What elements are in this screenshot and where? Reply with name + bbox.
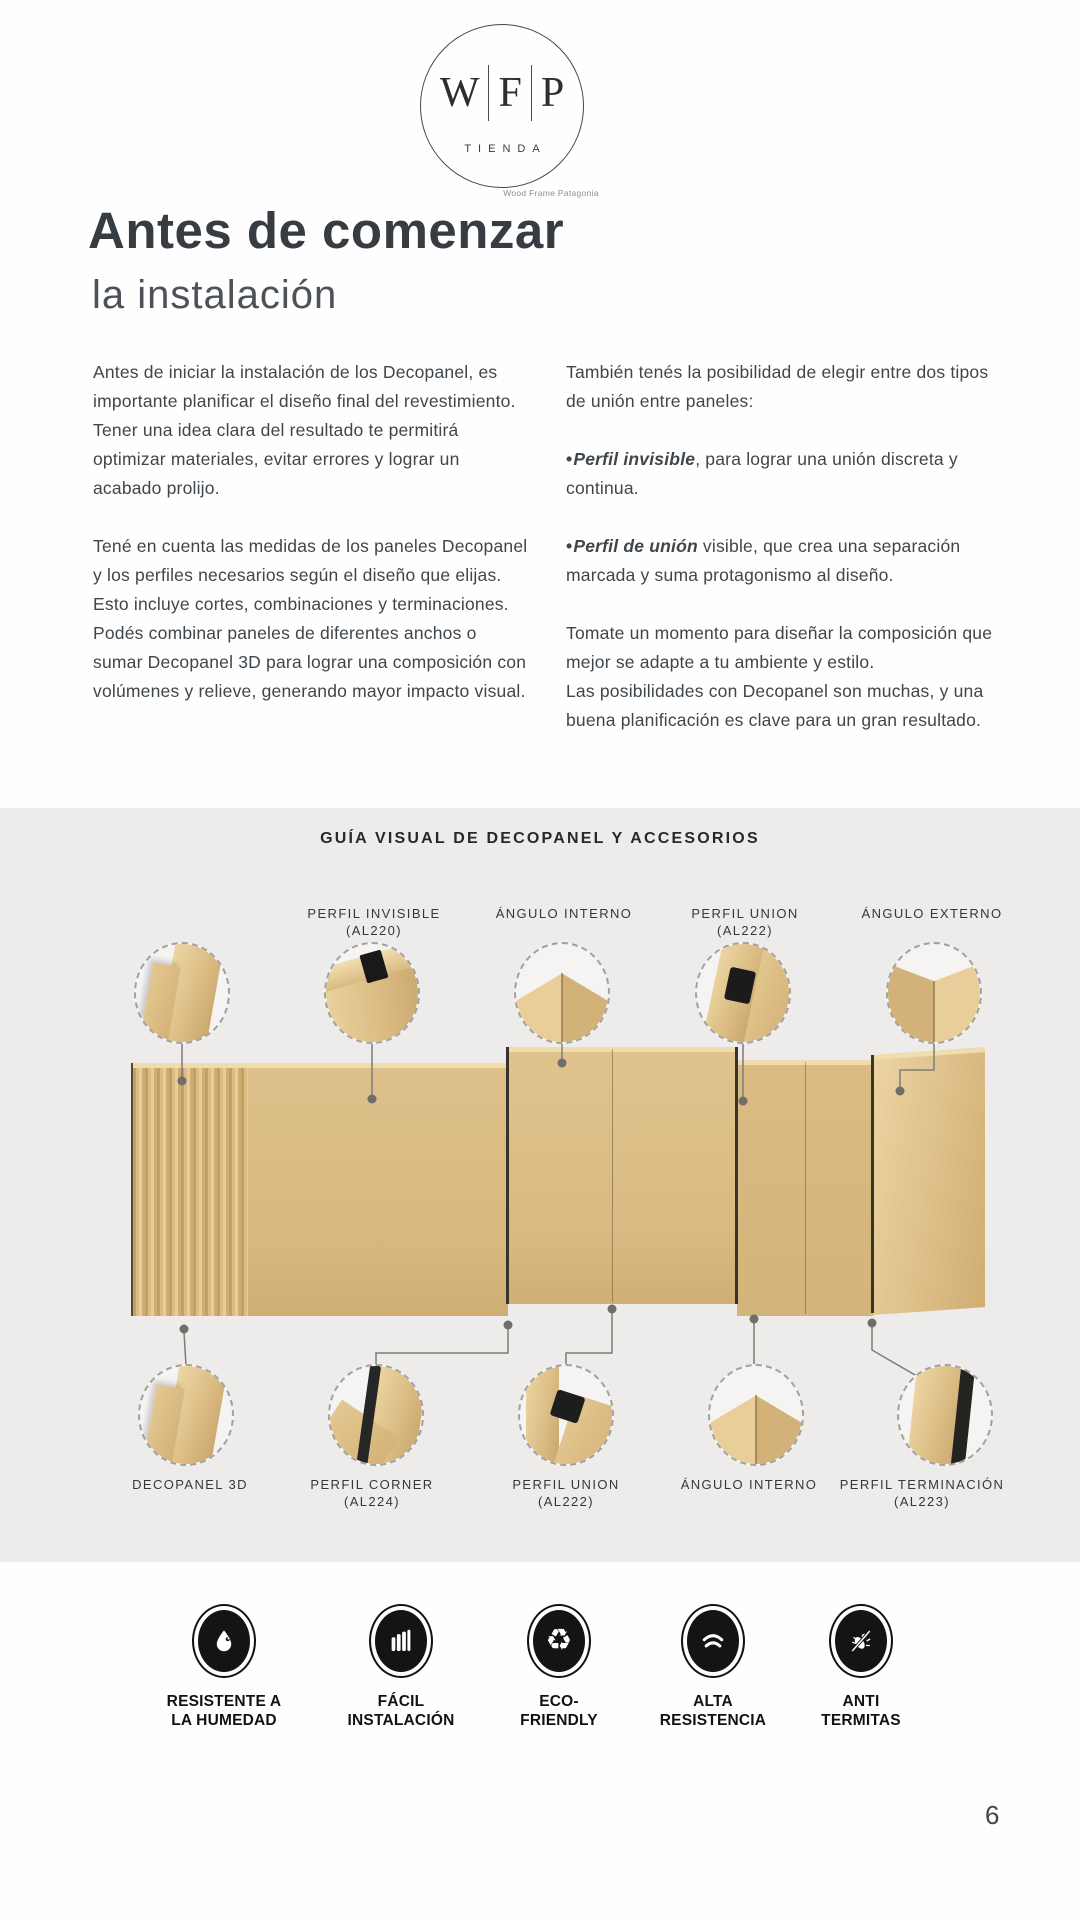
list-item — [566, 445, 1010, 503]
label-perfil-terminacion — [840, 1476, 1005, 1510]
feature-label-line: LA HUMEDAD — [171, 1712, 277, 1729]
accessory-name: DECOPANEL 3D — [132, 1477, 248, 1492]
logo-divider — [531, 65, 532, 121]
page-number: 6 — [985, 1800, 1000, 1830]
accessory-code: (AL222) — [716, 923, 774, 938]
feature-label-line: ECO- — [539, 1693, 579, 1710]
feature-anti-termite — [781, 1604, 941, 1730]
corner-crease — [561, 973, 563, 1042]
feature-label — [633, 1692, 793, 1730]
feature-label-line: INSTALACIÓN — [347, 1712, 455, 1729]
logo-letter-f: F — [498, 70, 522, 116]
label-perfil-union-bottom — [512, 1476, 619, 1510]
detail-circle-perfil-corner — [328, 1364, 424, 1466]
recycle-icon — [533, 1610, 585, 1672]
list-item — [566, 532, 1010, 590]
panels-icon — [375, 1610, 427, 1672]
feature-label — [144, 1692, 304, 1730]
accessory-code: (AL224) — [343, 1494, 401, 1509]
accessory-name: ÁNGULO EXTERNO — [861, 906, 1003, 921]
feature-label-line: FRIENDLY — [520, 1712, 598, 1729]
list-item-text: , para lograr una unión discreta y continua. — [566, 449, 958, 498]
union-types-list — [566, 445, 1010, 590]
list-item-lead: Perfil invisible — [573, 449, 696, 469]
feature-label-line: ALTA — [693, 1693, 733, 1710]
feature-label — [479, 1692, 639, 1730]
corner-crease — [755, 1395, 757, 1464]
detail-circle-angulo-externo — [886, 942, 982, 1044]
accessory-name: PERFIL INVISIBLE — [307, 906, 441, 921]
recycle-glyph: ♻ — [545, 1623, 573, 1658]
page-subtitle: la instalación — [92, 273, 338, 317]
intro-left-column — [93, 358, 529, 735]
detail-circle-perfil-union-bottom — [518, 1364, 614, 1466]
label-decopanel-3d — [132, 1476, 248, 1493]
accessory-name: ÁNGULO INTERNO — [680, 1477, 818, 1492]
detail-circle-perfil-terminacion — [897, 1364, 993, 1466]
list-item-text: visible, que crea una separación marcada y suma protagonismo al diseño. — [566, 536, 961, 585]
corner-crease — [933, 981, 935, 1044]
badge-ring — [829, 1604, 893, 1678]
intro-paragraph: También tenés la posibilidad de elegir entre dos tipos de unión entre paneles: — [566, 362, 989, 411]
visual-guide-title: GUÍA VISUAL DE DECOPANEL Y ACCESORIOS — [320, 830, 760, 847]
feature-label-line: ANTI — [842, 1693, 880, 1710]
feature-installation — [321, 1604, 481, 1730]
intro-paragraph: Antes de iniciar la instalación de los Decopanel, es importante planificar el diseño final del revestimiento. Tener una idea clara del resultado te permitirá optimizar materiales, evitar errores y lograr un acabado prolijo. — [93, 362, 516, 498]
water-drop-icon — [198, 1610, 250, 1672]
feature-humidity — [144, 1604, 304, 1730]
accessory-name: PERFIL TERMINACIÓN — [839, 1477, 1005, 1492]
badge-ring — [527, 1604, 591, 1678]
visual-guide-section — [0, 808, 1080, 1562]
feature-eco — [479, 1604, 639, 1730]
accessory-code: (AL222) — [537, 1494, 595, 1509]
feature-label-line: TERMITAS — [821, 1712, 901, 1729]
wfp-logo-letters — [421, 65, 583, 121]
detail-circle-perfil-union — [695, 942, 791, 1044]
accessory-code: (AL220) — [345, 923, 403, 938]
intro-paragraph: Las posibilidades con Decopanel son muchas, y una buena planificación es clave para un gran resultado. — [566, 681, 984, 730]
accessory-code: (AL223) — [893, 1494, 951, 1509]
badge-ring — [681, 1604, 745, 1678]
strength-arcs-icon — [687, 1610, 739, 1672]
label-angulo-interno-bottom — [681, 1476, 818, 1493]
accessory-name: ÁNGULO INTERNO — [495, 906, 633, 921]
feature-label — [781, 1692, 941, 1730]
badge-ring — [369, 1604, 433, 1678]
detail-circle-decopanel-3d — [138, 1364, 234, 1466]
feature-label — [321, 1692, 481, 1730]
intro-paragraph: Tomate un momento para diseñar la composición que mejor se adapte a tu ambiente y estilo. — [566, 623, 993, 672]
accessory-name: PERFIL UNION — [512, 1477, 620, 1492]
detail-circle-angulo-interno — [514, 942, 610, 1044]
accessory-name: PERFIL CORNER — [310, 1477, 434, 1492]
bullet-icon: • — [566, 449, 573, 469]
badge-ring — [192, 1604, 256, 1678]
label-perfil-corner — [310, 1476, 433, 1510]
logo-subtitle: TIENDA — [464, 143, 547, 155]
logo-tagline: Wood Frame Patagonia — [503, 188, 599, 198]
anti-termite-icon — [835, 1610, 887, 1672]
intro-right-column — [566, 358, 1010, 735]
feature-label-line: RESISTENTE A — [166, 1693, 282, 1710]
logo-letter-w: W — [439, 70, 480, 116]
accessory-name: PERFIL UNION — [691, 906, 799, 921]
logo-divider — [488, 65, 489, 121]
page-title: Antes de comenzar — [88, 202, 565, 259]
detail-circle-angulo-interno-bottom — [708, 1364, 804, 1466]
logo-letter-p: P — [540, 70, 565, 116]
bullet-icon: • — [566, 536, 573, 556]
list-item-lead: Perfil de unión — [573, 536, 698, 556]
wfp-logo — [420, 24, 584, 188]
feature-label-line: RESISTENCIA — [659, 1712, 767, 1729]
feature-resistance — [633, 1604, 793, 1730]
intro-paragraph: Tené en cuenta las medidas de los paneles Decopanel y los perfiles necesarios según el diseño que elijas. Esto incluye cortes, combinaciones y terminaciones. Podés combinar paneles de diferentes anchos o sumar Decopanel 3D para lograr una composición con volúmenes y relieve, generando mayor impacto visual. — [93, 536, 528, 701]
detail-circle-perfil-invisible — [324, 942, 420, 1044]
feature-label-line: FÁCIL — [377, 1693, 425, 1710]
detail-circle-panel-edge — [134, 942, 230, 1044]
